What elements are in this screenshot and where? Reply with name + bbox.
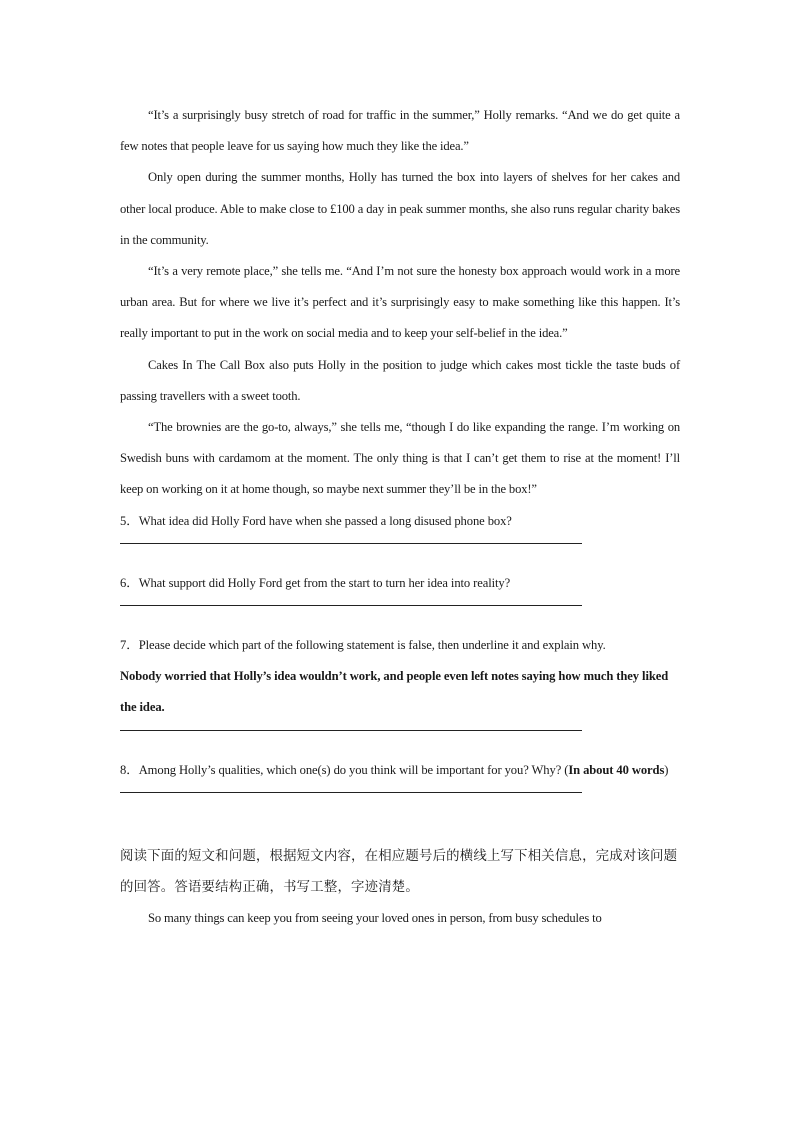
passage-paragraph-5: “The brownies are the go-to, always,” she tells me, “though I do like expanding the range. I’m working on Swedish buns with cardamom at the moment. The only thing is that I can’t get them to rise at the moment! I’ll keep on working on it at home though, so maybe next summer they’ll be in the box!” [120, 420, 680, 497]
section-spacer [120, 817, 680, 841]
answer-line-5[interactable] [120, 543, 582, 544]
question-8 [120, 755, 680, 786]
answer-line-6[interactable] [120, 605, 582, 606]
answer-line-7[interactable] [120, 730, 582, 731]
question-8-close: ) [664, 762, 669, 777]
questions-section [120, 506, 680, 793]
reading-passage [120, 100, 680, 506]
next-reading-section [120, 841, 680, 935]
question-5: 5．What idea did Holly Ford have when she passed a long disused phone box? [120, 513, 512, 528]
section-instructions: 阅读下面的短文和问题，根据短文内容，在相应题号后的横线上写下相关信息，完成对该问题的回答。答语要结构正确，书写工整，字迹清楚。 [120, 848, 678, 896]
question-6: 6．What support did Holly Ford get from the start to turn her idea into reality? [120, 575, 511, 590]
question-8-word-limit: In about 40 words [568, 762, 665, 777]
answer-line-8[interactable] [120, 792, 582, 793]
document-page [120, 100, 680, 934]
question-7: 7．Please decide which part of the following statement is false, then underline it and explain why. [120, 638, 606, 653]
passage-paragraph-3: “It’s a very remote place,” she tells me. “And I’m not sure the honesty box approach would work in a more urban area. But for where we live it’s perfect and it’s surprisingly easy to make something like this happen. It’s really important to put in the work on social media and to keep your self-belief in the idea.” [120, 264, 680, 341]
question-7-statement: Nobody worried that Holly’s idea wouldn’t work, and people even left notes saying how much they liked the idea. [120, 669, 669, 715]
question-8-text: 8．Among Holly’s qualities, which one(s) do you think will be important for you? Why? ( [120, 762, 569, 777]
passage-paragraph-4: Cakes In The Call Box also puts Holly in the position to judge which cakes most tickle the taste buds of passing travellers with a sweet tooth. [120, 357, 680, 403]
passage-paragraph-2: Only open during the summer months, Holly has turned the box into layers of shelves for her cakes and other local produce. Able to make close to £100 a day in peak summer months, she also runs regular charity bakes in the community. [120, 170, 680, 247]
next-passage-first-line: So many things can keep you from seeing your loved ones in person, from busy schedules to [148, 911, 602, 926]
passage-paragraph-1: “It’s a surprisingly busy stretch of road for traffic in the summer,” Holly remarks. “And we do get quite a few notes that people leave for us saying how much they like the idea.” [120, 108, 680, 154]
